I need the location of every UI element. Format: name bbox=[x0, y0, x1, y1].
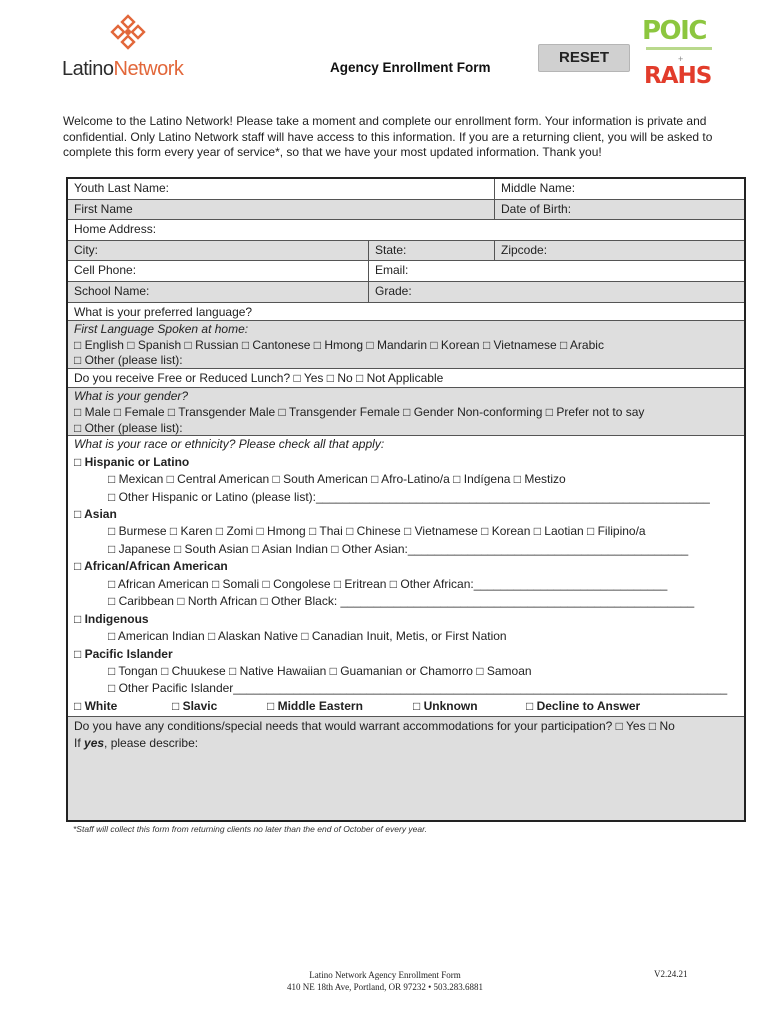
state-field[interactable]: State: bbox=[368, 241, 494, 260]
middle-name-field[interactable]: Middle Name: bbox=[494, 179, 744, 199]
row-school bbox=[68, 282, 744, 303]
special-needs-describe-label: If yes, please describe: bbox=[74, 736, 199, 750]
slavic-checkbox[interactable]: □ Slavic bbox=[172, 699, 218, 713]
reset-button[interactable]: RESET bbox=[538, 44, 630, 72]
asian-subgroups-2[interactable]: □ Japanese □ South Asian □ Asian Indian □ Other Asian:__________________________________________ bbox=[108, 542, 689, 556]
first-language-label: First Language Spoken at home: bbox=[74, 322, 249, 336]
gender-question: What is your gender? bbox=[74, 389, 189, 403]
intro-paragraph: Welcome to the Latino Network! Please take a moment and complete our enrollment form. Your information is private and confidential. Only Latino Network staff will have access to this information. If you are a returning client, you will be asked to complete this form every year of service*, so that we have your most updated information. Thank you! bbox=[63, 114, 713, 159]
rahs-wordmark: RAHS bbox=[644, 63, 712, 89]
poic-wordmark: POIC bbox=[642, 16, 706, 46]
logo-plus: + bbox=[678, 54, 684, 64]
latino-network-logo-icon bbox=[110, 14, 146, 50]
white-checkbox[interactable]: □ White bbox=[74, 699, 118, 713]
gender-other-checkbox[interactable]: □ Other (please list): bbox=[74, 421, 183, 435]
version-label: V2.24.21 bbox=[654, 969, 688, 979]
pacific-other[interactable]: □ Other Pacific Islander__________________________________________________________________________ bbox=[108, 681, 728, 695]
african-subgroups-1[interactable]: □ African American □ Somali □ Congolese □ Eritrean □ Other African:_____________________________ bbox=[108, 577, 668, 591]
latino-network-wordmark: LatinoNetwork bbox=[62, 58, 184, 80]
dob-field[interactable]: Date of Birth: bbox=[494, 200, 744, 219]
grade-field[interactable]: Grade: bbox=[368, 282, 744, 302]
pacific-subgroups[interactable]: □ Tongan □ Chuukese □ Native Hawaiian □ Guamanian or Chamorro □ Samoan bbox=[108, 664, 532, 678]
gender-checkboxes[interactable]: □ Male □ Female □ Transgender Male □ Transgender Female □ Gender Non-conforming □ Prefer not to say bbox=[74, 405, 645, 419]
middle-eastern-checkbox[interactable]: □ Middle Eastern bbox=[267, 699, 363, 713]
hispanic-other[interactable]: □ Other Hispanic or Latino (please list):___________________________________________________________ bbox=[108, 490, 710, 504]
row-language-options bbox=[68, 321, 744, 369]
latino-network-logo bbox=[62, 14, 207, 84]
row-first-name bbox=[68, 200, 744, 220]
school-name-field[interactable]: School Name: bbox=[74, 284, 150, 298]
pacific-islander-checkbox[interactable]: □ Pacific Islander bbox=[74, 647, 173, 661]
row-cell-phone bbox=[68, 261, 744, 282]
first-name-field[interactable]: First Name bbox=[74, 202, 133, 216]
unknown-checkbox[interactable]: □ Unknown bbox=[413, 699, 478, 713]
african-checkbox[interactable]: □ African/African American bbox=[74, 559, 228, 573]
cell-phone-field[interactable]: Cell Phone: bbox=[74, 263, 137, 277]
youth-last-name-field[interactable]: Youth Last Name: bbox=[74, 181, 169, 195]
indigenous-subgroups[interactable]: □ American Indian □ Alaskan Native □ Canadian Inuit, Metis, or First Nation bbox=[108, 629, 507, 643]
poic-rahs-logo bbox=[638, 16, 720, 96]
asian-checkbox[interactable]: □ Asian bbox=[74, 507, 117, 521]
hispanic-subgroups[interactable]: □ Mexican □ Central American □ South American □ Afro-Latino/a □ Indígena □ Mestizo bbox=[108, 472, 566, 486]
page-title: Agency Enrollment Form bbox=[330, 60, 491, 75]
page-footer bbox=[200, 969, 570, 993]
special-needs-textarea[interactable] bbox=[68, 753, 744, 820]
enrollment-form bbox=[66, 177, 746, 822]
hispanic-checkbox[interactable]: □ Hispanic or Latino bbox=[74, 455, 190, 469]
city-field[interactable]: City: bbox=[74, 243, 98, 257]
zipcode-field[interactable]: Zipcode: bbox=[494, 241, 744, 260]
poic-tagline-bar bbox=[646, 47, 712, 50]
language-question: What is your preferred language? bbox=[74, 305, 253, 319]
language-checkboxes[interactable]: □ English □ Spanish □ Russian □ Cantonese □ Hmong □ Mandarin □ Korean □ Vietnamese □ Arabic bbox=[74, 338, 604, 352]
race-question: What is your race or ethnicity? Please check all that apply: bbox=[74, 437, 385, 451]
language-other-checkbox[interactable]: □ Other (please list): bbox=[74, 353, 183, 367]
row-lunch bbox=[68, 369, 744, 388]
row-city bbox=[68, 241, 744, 261]
decline-checkbox[interactable]: □ Decline to Answer bbox=[526, 699, 641, 713]
footnote: *Staff will collect this form from returning clients no later than the end of October of every year. bbox=[73, 824, 428, 834]
footer-title: Latino Network Agency Enrollment Form bbox=[309, 970, 461, 980]
row-youth-last-name bbox=[68, 179, 744, 200]
row-home-address bbox=[68, 220, 744, 241]
row-race-ethnicity bbox=[68, 436, 744, 717]
special-needs-question[interactable]: Do you have any conditions/special needs that would warrant accommodations for your participation? □ Yes □ No bbox=[74, 719, 675, 733]
lunch-question[interactable]: Do you receive Free or Reduced Lunch? □ Yes □ No □ Not Applicable bbox=[74, 371, 444, 385]
row-special-needs bbox=[68, 717, 744, 820]
footer-address: 410 NE 18th Ave, Portland, OR 97232 • 503.283.6881 bbox=[287, 982, 483, 992]
indigenous-checkbox[interactable]: □ Indigenous bbox=[74, 612, 149, 626]
row-language-question bbox=[68, 303, 744, 321]
african-subgroups-2[interactable]: □ Caribbean □ North African □ Other Black: _____________________________________________________ bbox=[108, 594, 695, 608]
asian-subgroups-1[interactable]: □ Burmese □ Karen □ Zomi □ Hmong □ Thai □ Chinese □ Vietnamese □ Korean □ Laotian □ Filipino/a bbox=[108, 524, 646, 538]
row-gender bbox=[68, 388, 744, 436]
email-field[interactable]: Email: bbox=[368, 261, 744, 281]
home-address-field[interactable]: Home Address: bbox=[74, 222, 157, 236]
